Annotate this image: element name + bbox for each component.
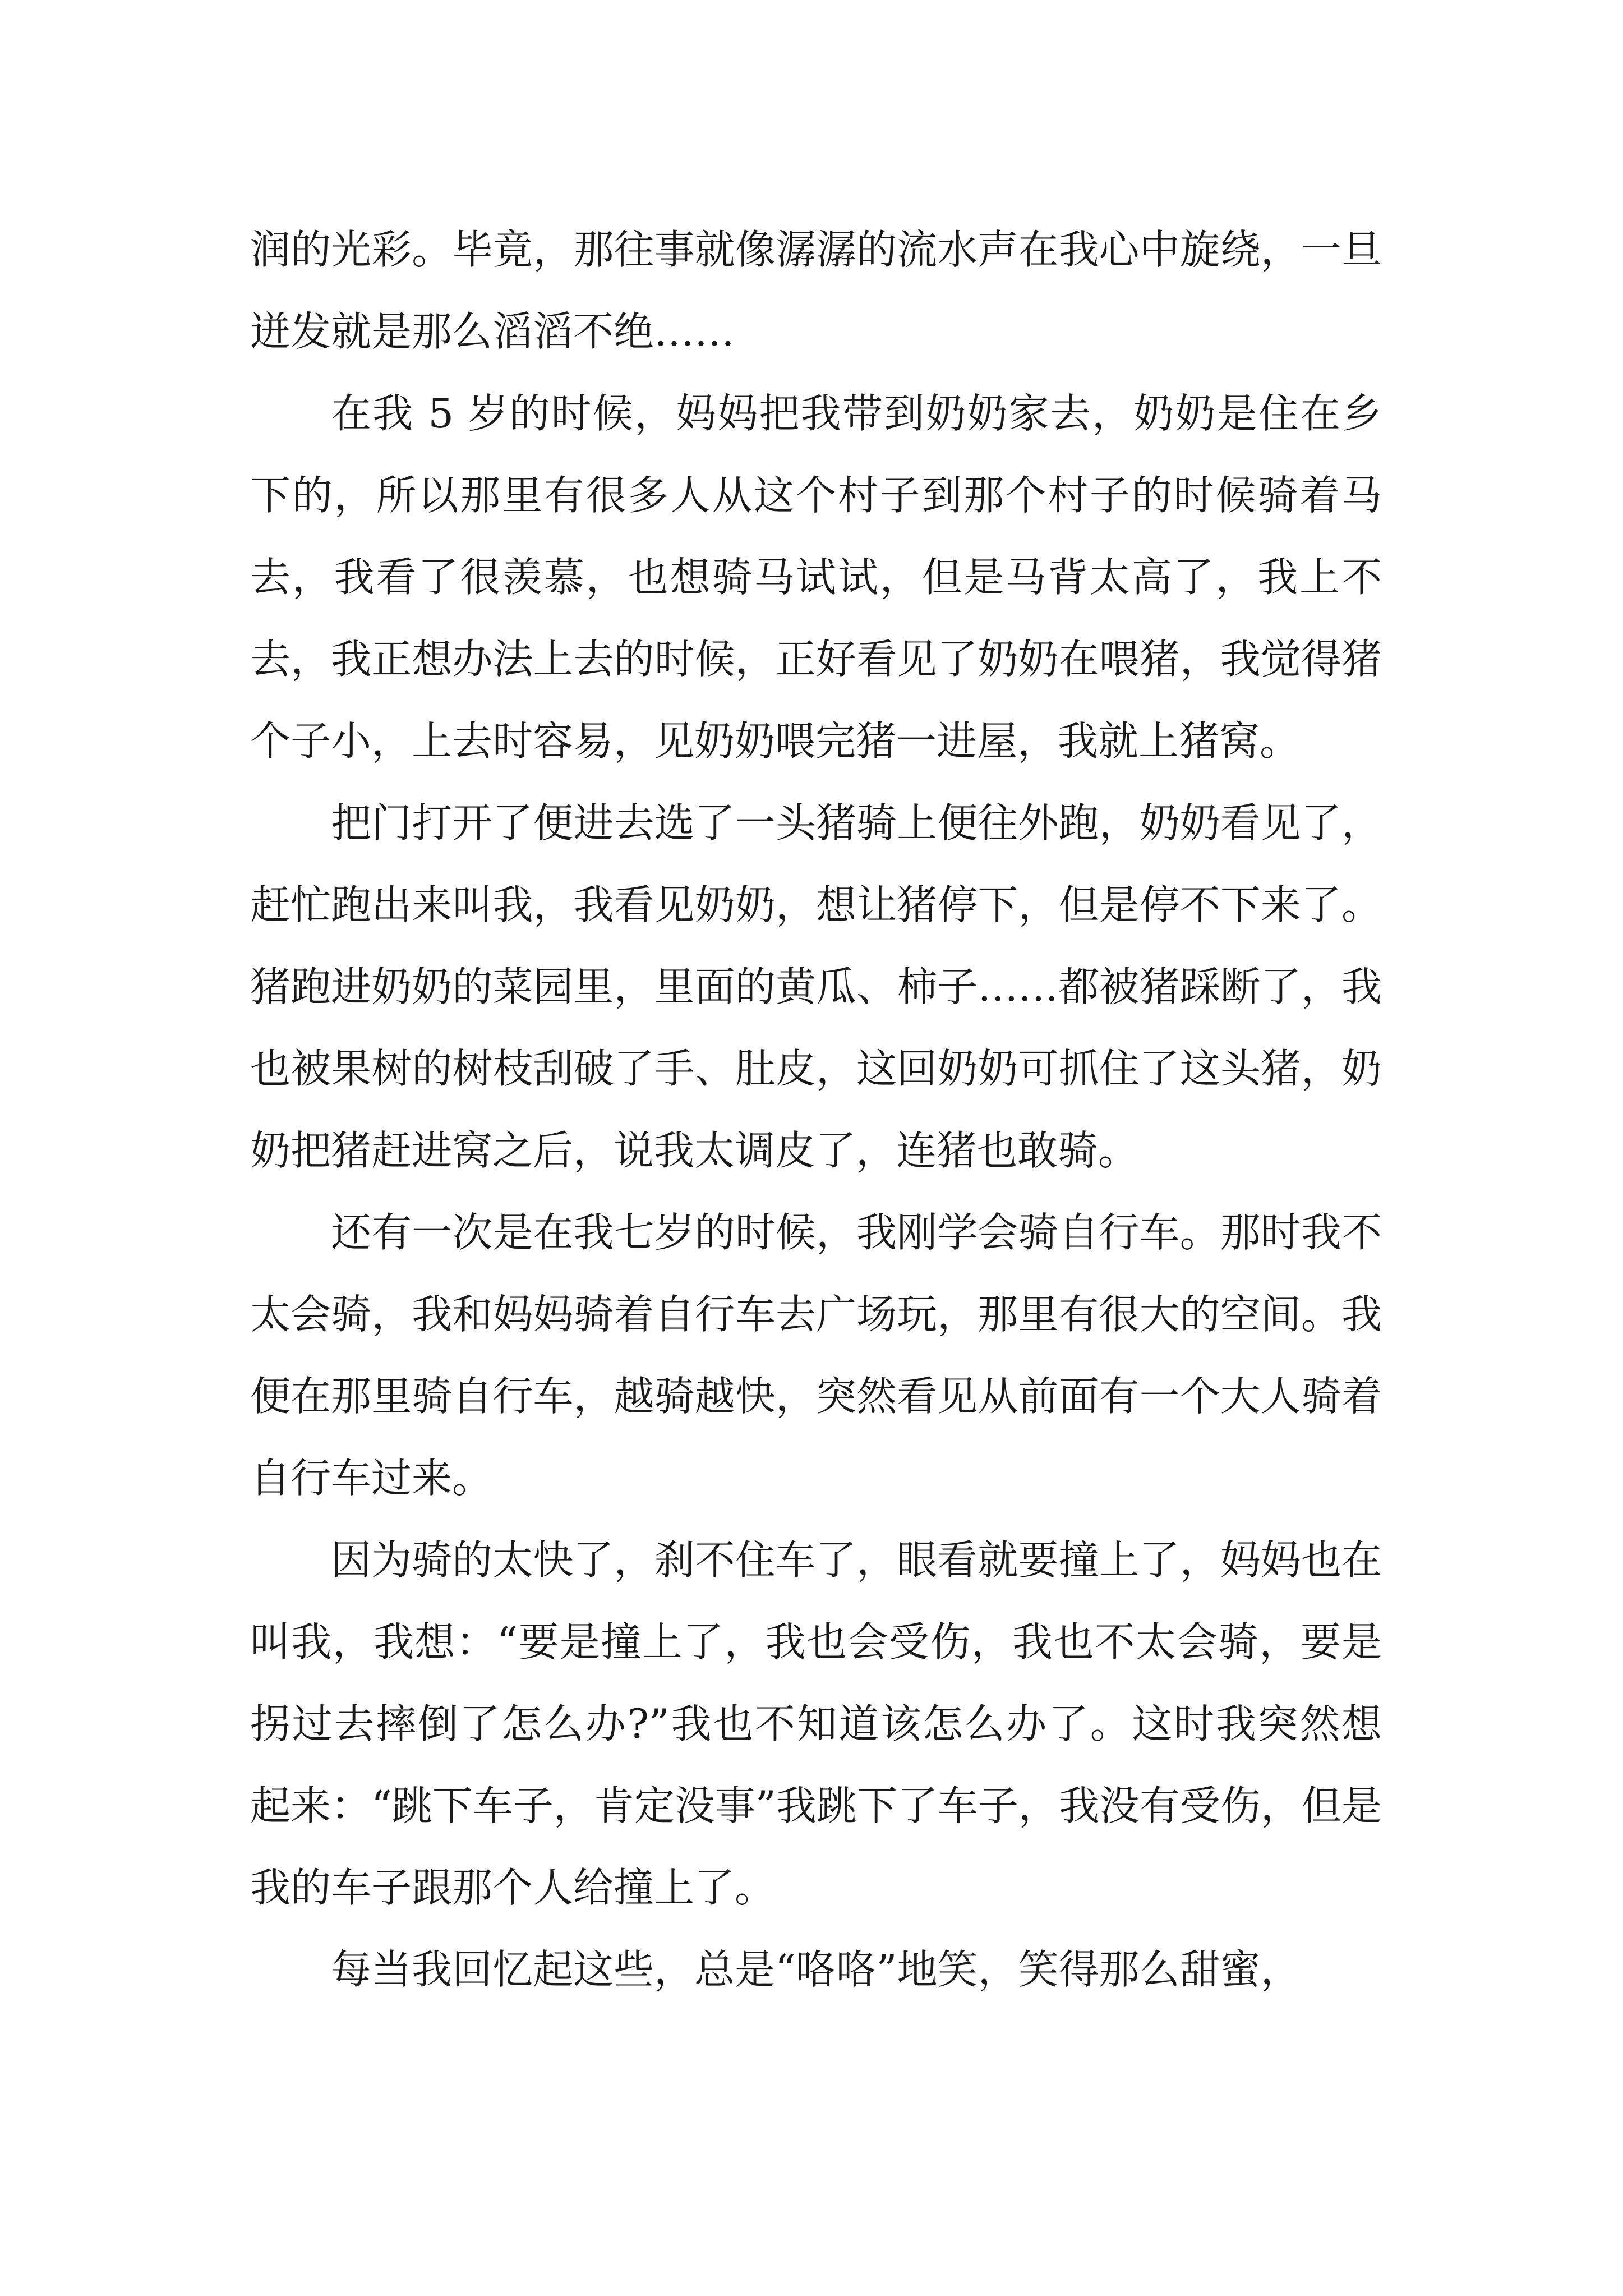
- body-text: [250, 209, 1382, 2010]
- paragraph-4: 还有一次是在我七岁的时候，我刚学会骑自行车。那时我不太会骑，我和妈妈骑着自行车去广场玩，那里有很大的空间。我便在那里骑自行车，越骑越快，突然看见从前面有一个大人骑着自行车过来。: [250, 1209, 1382, 1502]
- paragraph-1: 润的光彩。毕竟，那往事就像潺潺的流水声在我心中旋绕，一旦迸发就是那么滔滔不绝……: [250, 226, 1382, 355]
- paragraph-2: 在我 5 岁的时候，妈妈把我带到奶奶家去，奶奶是住在乡下的，所以那里有很多人从这个村子到那个村子的时候骑着马去，我看了很羡慕，也想骑马试试，但是马背太高了，我上不去，我正想办法上去的时候，正好看见了奶奶在喂猪，我觉得猪个子小，上去时容易，见奶奶喂完猪一进屋，我就上猪窝。: [250, 390, 1382, 765]
- paragraph-6: 每当我回忆起这些，总是“咯咯”地笑，笑得那么甜蜜，: [331, 1946, 1301, 1993]
- paragraph-3: 把门打开了便进去选了一头猪骑上便往外跑，奶奶看见了，赶忙跑出来叫我，我看见奶奶，想让猪停下，但是停不下来了。猪跑进奶奶的菜园里，里面的黄瓜、柿子……都被猪踩断了，我也被果树的树枝刮破了手、肚皮，这回奶奶可抓住了这头猪，奶奶把猪赶进窝之后，说我太调皮了，连猪也敢骑。: [250, 799, 1382, 1174]
- paragraph-5: 因为骑的太快了，刹不住车了，眼看就要撞上了，妈妈也在叫我，我想：“要是撞上了，我也会受伤，我也不太会骑，要是拐过去摔倒了怎么办?”我也不知道该怎么办了。这时我突然想起来：“跳下车子，肯定没事”我跳下了车子，我没有受伤，但是我的车子跟那个人给撞上了。: [250, 1536, 1382, 1911]
